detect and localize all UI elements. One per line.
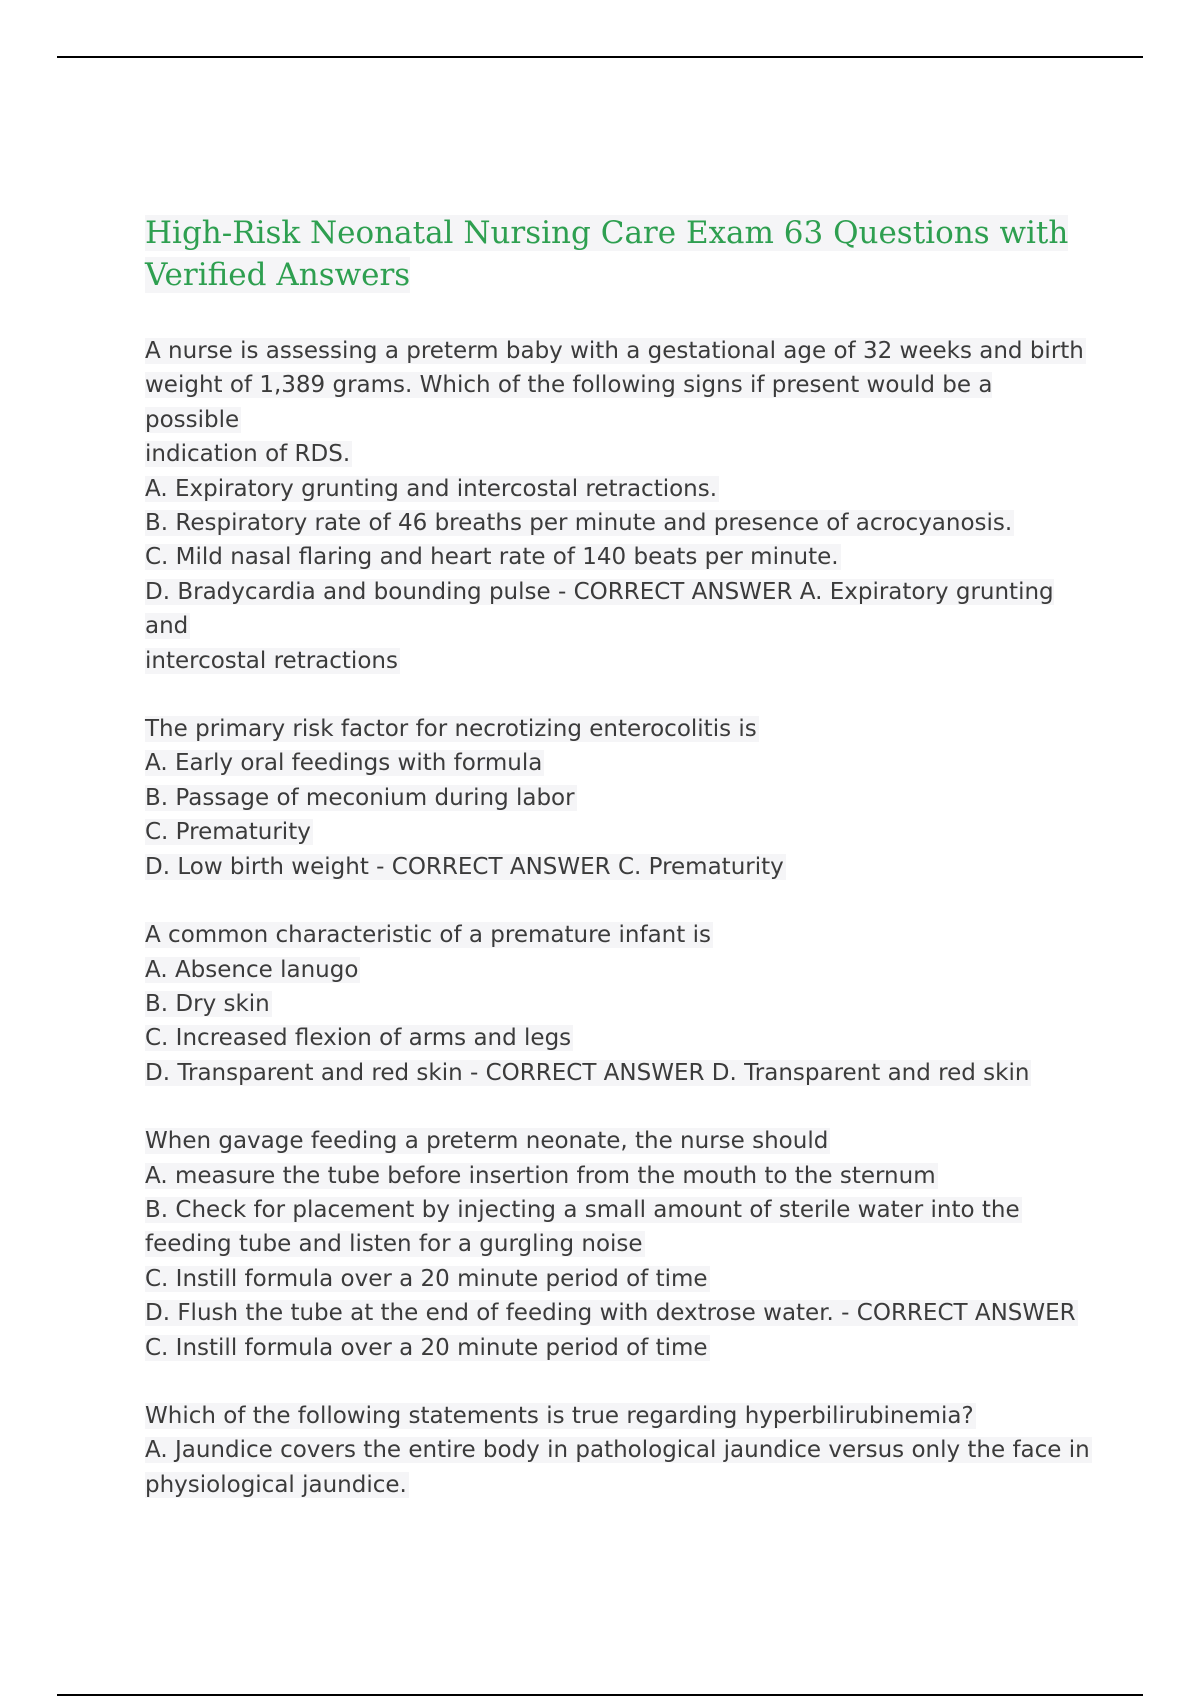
footer-rule (57, 1694, 1143, 1696)
question-line (145, 850, 1095, 884)
question-line (145, 1021, 1095, 1055)
question-line-text: C. Mild nasal flaring and heart rate of 140 beats per minute. (145, 544, 839, 571)
document-body (145, 212, 1095, 1536)
question-line-text: D. Low birth weight - CORRECT ANSWER C. Prematurity (145, 853, 784, 880)
question-line (145, 1056, 1095, 1090)
question-line (145, 1331, 1095, 1365)
question-line (145, 437, 1095, 471)
question-line-text: A. Absence lanugo (145, 956, 359, 983)
question-line-text: Which of the following statements is true regarding hyperbilirubinemia? (145, 1402, 974, 1429)
document-title (145, 212, 1095, 296)
question-line-text: C. Instill formula over a 20 minute period of time (145, 1334, 708, 1361)
question-line-text: B. Dry skin (145, 990, 270, 1017)
title-line: High-Risk Neonatal Nursing Care Exam 63 Questions with (145, 215, 1069, 251)
question-line (145, 472, 1095, 506)
question-line-text: A. Expiratory grunting and intercostal retractions. (145, 475, 718, 502)
question-line (145, 540, 1095, 574)
question-line-text: intercostal retractions (145, 647, 398, 674)
question-list (145, 334, 1095, 1502)
question-line (145, 953, 1095, 987)
question-line-text: The primary risk factor for necrotizing enterocolitis is (145, 716, 757, 743)
question-line-text: indication of RDS. (145, 441, 351, 468)
question-block (145, 334, 1095, 678)
question-line (145, 1262, 1095, 1296)
question-line (145, 987, 1095, 1021)
question-line-text: A. measure the tube before insertion from the mouth to the sternum (145, 1162, 936, 1189)
question-line-text: A. Early oral feedings with formula (145, 750, 543, 777)
header-rule (57, 56, 1143, 58)
question-line-text: B. Passage of meconium during labor (145, 784, 575, 811)
question-line (145, 1399, 1095, 1433)
question-block (145, 918, 1095, 1090)
question-line (145, 746, 1095, 780)
question-line (145, 644, 1095, 678)
question-line (145, 1296, 1095, 1330)
question-line (145, 368, 1095, 437)
question-line-text: feeding tube and listen for a gurgling noise (145, 1231, 643, 1258)
title-line: Verified Answers (145, 257, 411, 293)
question-line (145, 1227, 1095, 1261)
question-block (145, 712, 1095, 884)
question-line-text: D. Bradycardia and bounding pulse - CORRECT ANSWER A. Expiratory grunting and (145, 578, 1054, 640)
question-line (145, 1433, 1095, 1467)
question-line (145, 1159, 1095, 1193)
question-line-text: When gavage feeding a preterm neonate, the nurse should (145, 1128, 829, 1155)
question-line-text: weight of 1,389 grams. Which of the following signs if present would be a possible (145, 372, 993, 433)
question-line-text: C. Prematurity (145, 819, 311, 846)
question-line-text: A common characteristic of a premature infant is (145, 922, 711, 949)
question-line-text: B. Respiratory rate of 46 breaths per minute and presence of acrocyanosis. (145, 510, 1013, 537)
question-line (145, 781, 1095, 815)
question-block (145, 1399, 1095, 1502)
question-line-text: physiological jaundice. (145, 1471, 407, 1498)
question-line (145, 575, 1095, 644)
question-line (145, 918, 1095, 952)
question-line-text: C. Increased flexion of arms and legs (145, 1025, 572, 1052)
question-line-text: C. Instill formula over a 20 minute period of time (145, 1265, 708, 1292)
question-block (145, 1124, 1095, 1365)
question-line (145, 334, 1095, 368)
question-line (145, 506, 1095, 540)
question-line-text: B. Check for placement by injecting a small amount of sterile water into the (145, 1196, 1020, 1223)
question-line (145, 712, 1095, 746)
question-line-text: A nurse is assessing a preterm baby with a gestational age of 32 weeks and birth (145, 338, 1084, 364)
question-line (145, 1468, 1095, 1502)
question-line (145, 1193, 1095, 1227)
question-line-text: A. Jaundice covers the entire body in pathological jaundice versus only the face in (145, 1437, 1090, 1464)
question-line (145, 1124, 1095, 1158)
question-line-text: D. Flush the tube at the end of feeding with dextrose water. - CORRECT ANSWER (145, 1300, 1076, 1327)
question-line (145, 815, 1095, 849)
question-line-text: D. Transparent and red skin - CORRECT ANSWER D. Transparent and red skin (145, 1059, 1030, 1086)
